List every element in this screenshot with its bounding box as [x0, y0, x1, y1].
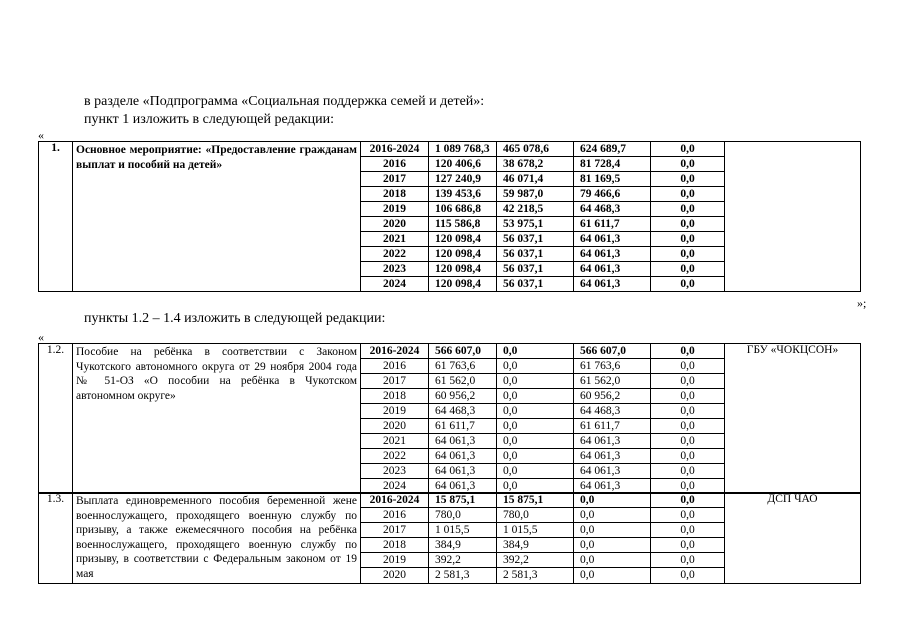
item-description: Пособие на ребёнка в соответствии с Законом Чукотского автономного округа от 29 ноября 2004 года № 51-ОЗ «О пособии на ребёнка в Чукотском автономном округе» — [73, 344, 361, 494]
amount-cell: 392,2 — [497, 553, 574, 568]
amount-cell: 0,0 — [651, 359, 725, 374]
amount-cell: 56 037,1 — [497, 232, 574, 247]
item-number: 1.3. — [39, 493, 73, 584]
period-cell: 2024 — [361, 479, 429, 494]
amount-cell: 38 678,2 — [497, 157, 574, 172]
amount-cell: 64 468,3 — [429, 404, 497, 419]
amount-cell: 120 098,4 — [429, 247, 497, 262]
amount-cell: 0,0 — [651, 344, 725, 359]
item-number: 1.2. — [39, 344, 73, 494]
amount-cell: 0,0 — [497, 419, 574, 434]
amount-cell: 0,0 — [497, 434, 574, 449]
amount-cell: 120 098,4 — [429, 232, 497, 247]
amount-cell: 0,0 — [651, 172, 725, 187]
amount-cell: 64 061,3 — [574, 479, 651, 494]
amount-cell: 0,0 — [651, 262, 725, 277]
amount-cell: 61 763,6 — [429, 359, 497, 374]
amount-cell: 0,0 — [651, 232, 725, 247]
period-cell: 2016 — [361, 508, 429, 523]
amount-cell: 81 169,5 — [574, 172, 651, 187]
amount-cell: 56 037,1 — [497, 277, 574, 292]
amount-cell: 64 061,3 — [429, 479, 497, 494]
amount-cell: 0,0 — [497, 464, 574, 479]
amount-cell: 61 611,7 — [429, 419, 497, 434]
amount-cell: 79 466,6 — [574, 187, 651, 202]
amount-cell: 60 956,2 — [429, 389, 497, 404]
amount-cell: 56 037,1 — [497, 247, 574, 262]
period-cell: 2016 — [361, 359, 429, 374]
amount-cell: 566 607,0 — [429, 344, 497, 359]
amount-cell: 0,0 — [651, 493, 725, 508]
amount-cell: 61 562,0 — [574, 374, 651, 389]
period-cell: 2018 — [361, 187, 429, 202]
period-cell: 2017 — [361, 523, 429, 538]
amount-cell: 64 061,3 — [574, 434, 651, 449]
executor-cell: ДСП ЧАО — [725, 493, 861, 584]
amount-cell: 0,0 — [574, 523, 651, 538]
table-military-benefit — [38, 492, 861, 584]
amount-cell: 0,0 — [651, 217, 725, 232]
amount-cell: 0,0 — [497, 479, 574, 494]
amount-cell: 624 689,7 — [574, 142, 651, 157]
amount-cell: 0,0 — [574, 553, 651, 568]
period-cell: 2016-2024 — [361, 344, 429, 359]
amount-cell: 64 061,3 — [429, 434, 497, 449]
amount-cell: 120 098,4 — [429, 277, 497, 292]
open-quote: « — [38, 128, 44, 142]
amount-cell: 0,0 — [651, 464, 725, 479]
amount-cell: 465 078,6 — [497, 142, 574, 157]
amount-cell: 61 611,7 — [574, 217, 651, 232]
intro-line-point1: пункт 1 изложить в следующей редакции: — [84, 112, 334, 127]
period-cell: 2018 — [361, 389, 429, 404]
period-cell: 2017 — [361, 172, 429, 187]
amount-cell: 60 956,2 — [574, 389, 651, 404]
executor-cell: ГБУ «ЧОКЦСОН» — [725, 344, 861, 494]
item-description: Основное мероприятие: «Предоставление гражданам выплат и пособий на детей» — [73, 142, 361, 292]
amount-cell: 0,0 — [651, 187, 725, 202]
amount-cell: 0,0 — [651, 479, 725, 494]
amount-cell: 56 037,1 — [497, 262, 574, 277]
amount-cell: 42 218,5 — [497, 202, 574, 217]
amount-cell: 0,0 — [497, 389, 574, 404]
amount-cell: 0,0 — [651, 202, 725, 217]
intro-line-section: в разделе «Подпрограмма «Социальная поддержка семей и детей»: — [84, 94, 485, 109]
period-cell: 2022 — [361, 247, 429, 262]
amount-cell: 0,0 — [574, 538, 651, 553]
amount-cell: 64 468,3 — [574, 404, 651, 419]
table-row — [39, 142, 861, 157]
amount-cell: 2 581,3 — [429, 568, 497, 583]
amount-cell: 106 686,8 — [429, 202, 497, 217]
period-cell: 2020 — [361, 217, 429, 232]
amount-cell: 0,0 — [497, 359, 574, 374]
table-child-benefit — [38, 343, 861, 494]
page-bottom-margin — [0, 585, 905, 640]
amount-cell: 1 015,5 — [429, 523, 497, 538]
table-row — [39, 493, 861, 508]
amount-cell: 115 586,8 — [429, 217, 497, 232]
amount-cell: 59 987,0 — [497, 187, 574, 202]
amount-cell: 2 581,3 — [497, 568, 574, 583]
amount-cell: 0,0 — [497, 449, 574, 464]
amount-cell: 127 240,9 — [429, 172, 497, 187]
amount-cell: 0,0 — [651, 553, 725, 568]
amount-cell: 0,0 — [497, 404, 574, 419]
amount-cell: 0,0 — [651, 142, 725, 157]
amount-cell: 0,0 — [651, 247, 725, 262]
amount-cell: 81 728,4 — [574, 157, 651, 172]
amount-cell: 64 061,3 — [574, 262, 651, 277]
period-cell: 2016-2024 — [361, 493, 429, 508]
amount-cell: 0,0 — [651, 538, 725, 553]
period-cell: 2017 — [361, 374, 429, 389]
amount-cell: 0,0 — [574, 493, 651, 508]
amount-cell: 0,0 — [651, 277, 725, 292]
amount-cell: 61 562,0 — [429, 374, 497, 389]
amount-cell: 384,9 — [497, 538, 574, 553]
amount-cell: 64 061,3 — [574, 449, 651, 464]
amount-cell: 780,0 — [429, 508, 497, 523]
amount-cell: 0,0 — [651, 374, 725, 389]
period-cell: 2020 — [361, 419, 429, 434]
amount-cell: 384,9 — [429, 538, 497, 553]
period-cell: 2021 — [361, 434, 429, 449]
amount-cell: 566 607,0 — [574, 344, 651, 359]
period-cell: 2023 — [361, 464, 429, 479]
amount-cell: 53 975,1 — [497, 217, 574, 232]
amount-cell: 0,0 — [651, 157, 725, 172]
period-cell: 2019 — [361, 553, 429, 568]
amount-cell: 0,0 — [651, 389, 725, 404]
period-cell: 2016 — [361, 157, 429, 172]
amount-cell: 1 089 768,3 — [429, 142, 497, 157]
amount-cell: 15 875,1 — [497, 493, 574, 508]
amount-cell: 0,0 — [574, 568, 651, 583]
period-cell: 2018 — [361, 538, 429, 553]
amount-cell: 0,0 — [651, 419, 725, 434]
amount-cell: 61 763,6 — [574, 359, 651, 374]
period-cell: 2023 — [361, 262, 429, 277]
amount-cell: 392,2 — [429, 553, 497, 568]
executor-cell — [725, 142, 861, 292]
amount-cell: 0,0 — [574, 508, 651, 523]
item-description: Выплата единовременного пособия беременной жене военнослужащего, проходящего военную службу по призыву, а также ежемесячного пособия на ребёнка военнослужащего, проходящего военную службу по призыву, в соответствии с Федеральным законом от 19 мая — [73, 493, 361, 584]
amount-cell: 0,0 — [651, 404, 725, 419]
amount-cell: 64 061,3 — [429, 464, 497, 479]
amount-cell: 780,0 — [497, 508, 574, 523]
amount-cell: 64 061,3 — [429, 449, 497, 464]
table-row — [39, 344, 861, 359]
amount-cell: 61 611,7 — [574, 419, 651, 434]
period-cell: 2019 — [361, 202, 429, 217]
amount-cell: 120 098,4 — [429, 262, 497, 277]
amount-cell: 15 875,1 — [429, 493, 497, 508]
amount-cell: 120 406,6 — [429, 157, 497, 172]
amount-cell: 0,0 — [497, 344, 574, 359]
period-cell: 2016-2024 — [361, 142, 429, 157]
amount-cell: 1 015,5 — [497, 523, 574, 538]
table-main-activity — [38, 141, 861, 292]
amount-cell: 64 061,3 — [574, 277, 651, 292]
amount-cell: 0,0 — [497, 374, 574, 389]
amount-cell: 64 061,3 — [574, 232, 651, 247]
amount-cell: 139 453,6 — [429, 187, 497, 202]
amount-cell: 0,0 — [651, 449, 725, 464]
amount-cell: 64 061,3 — [574, 464, 651, 479]
amount-cell: 0,0 — [651, 523, 725, 538]
amount-cell: 0,0 — [651, 434, 725, 449]
amount-cell: 0,0 — [651, 568, 725, 583]
item-number: 1. — [39, 142, 73, 292]
amount-cell: 64 468,3 — [574, 202, 651, 217]
period-cell: 2020 — [361, 568, 429, 583]
period-cell: 2022 — [361, 449, 429, 464]
close-quote: »; — [857, 296, 867, 310]
amount-cell: 64 061,3 — [574, 247, 651, 262]
intro-line-points: пункты 1.2 – 1.4 изложить в следующей редакции: — [84, 311, 386, 326]
period-cell: 2024 — [361, 277, 429, 292]
period-cell: 2019 — [361, 404, 429, 419]
amount-cell: 0,0 — [651, 508, 725, 523]
amount-cell: 46 071,4 — [497, 172, 574, 187]
period-cell: 2021 — [361, 232, 429, 247]
open-quote-2: « — [38, 330, 44, 344]
